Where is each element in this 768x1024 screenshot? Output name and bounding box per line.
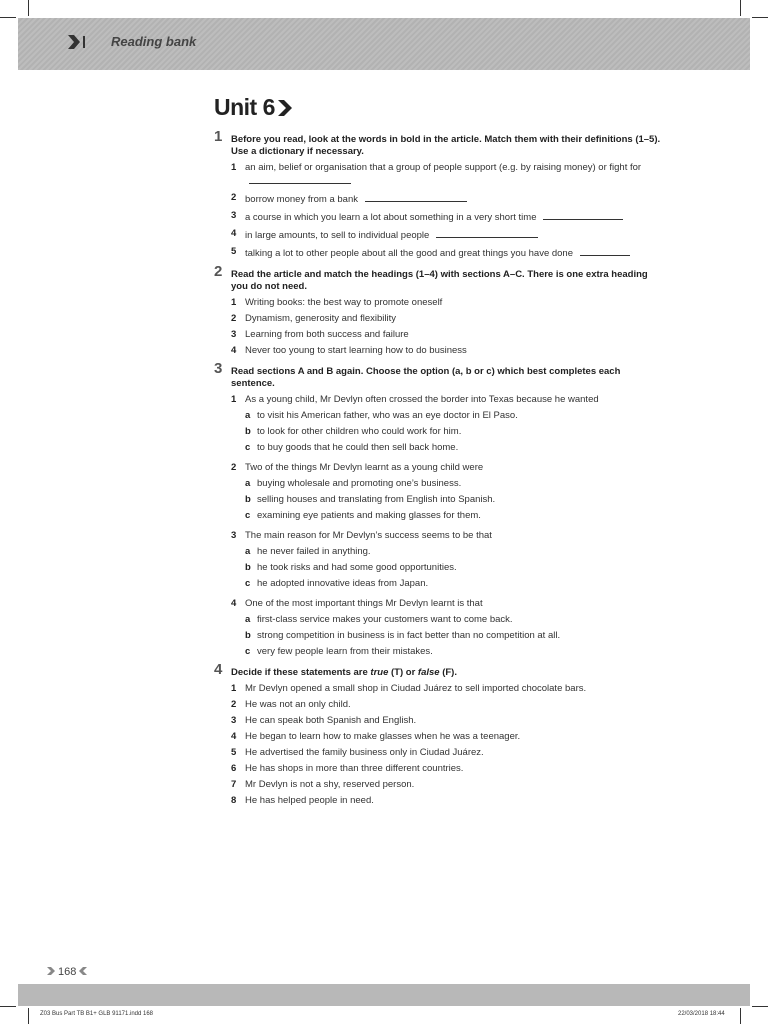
page-number: 168 <box>58 966 77 978</box>
item-number: 2 <box>231 699 237 710</box>
exercise-number: 2 <box>214 263 223 280</box>
list-item <box>231 715 664 727</box>
crop-mark <box>28 1008 29 1024</box>
list-item <box>231 192 664 206</box>
question-stem: Two of the things Mr Devlyn learnt as a young child were <box>245 462 484 473</box>
crop-mark <box>740 1008 741 1024</box>
item-number: 3 <box>231 329 237 340</box>
crop-mark <box>28 0 29 16</box>
exercise-instruction: Read sections A and B again. Choose the option (a, b or c) which best completes each sentence. <box>231 366 621 389</box>
option[interactable] <box>245 442 664 454</box>
crop-mark <box>0 1006 16 1007</box>
option-letter: b <box>245 630 251 641</box>
exercise-number: 3 <box>214 360 223 377</box>
chevron-left-icon <box>76 966 88 976</box>
item-number: 4 <box>231 731 237 742</box>
option[interactable] <box>245 578 664 590</box>
exercise-3 <box>214 360 664 658</box>
answer-blank[interactable] <box>249 174 351 184</box>
item-text: He can speak both Spanish and English. <box>245 715 417 726</box>
instruction-text: (F). <box>439 667 457 678</box>
option-text: examining eye patients and making glasses for them. <box>257 510 481 521</box>
list-item <box>231 345 664 357</box>
instruction-true: true <box>370 667 389 678</box>
option[interactable] <box>245 510 664 522</box>
exercise-number: 4 <box>214 661 223 678</box>
header-band <box>18 18 750 70</box>
list-item <box>231 313 664 325</box>
list-item <box>231 731 664 743</box>
item-number: 2 <box>231 313 237 324</box>
option-letter: c <box>245 646 251 657</box>
item-text: Learning from both success and failure <box>245 329 409 340</box>
item-number: 2 <box>231 192 237 203</box>
item-number: 8 <box>231 795 237 806</box>
option-letter: b <box>245 562 251 573</box>
exercise-instruction: Read the article and match the headings (1–4) with sections A–C. There is one extra heading you do not need. <box>231 269 648 292</box>
crop-mark <box>752 17 768 18</box>
print-slug: Z03 Bus Part TB B1+ GLB 91171.indd 168 <box>40 1011 154 1017</box>
item-text: He advertised the family business only in Ciudad Juárez. <box>245 747 484 758</box>
option[interactable] <box>245 630 664 642</box>
item-text: talking a lot to other people about all the good and great things you have done <box>245 248 573 259</box>
option-text: selling houses and translating from English into Spanish. <box>257 494 496 505</box>
item-text: Mr Devlyn opened a small shop in Ciudad Juárez to sell imported chocolate bars. <box>245 683 587 694</box>
option-letter: a <box>245 546 251 557</box>
list-item <box>231 246 664 260</box>
answer-blank[interactable] <box>580 246 630 256</box>
item-number: 1 <box>231 683 237 694</box>
item-number: 7 <box>231 779 237 790</box>
option[interactable] <box>245 562 664 574</box>
option-letter: c <box>245 578 251 589</box>
list-item <box>231 763 664 775</box>
option-letter: c <box>245 442 251 453</box>
item-text: Writing books: the best way to promote oneself <box>245 297 443 308</box>
crop-mark <box>740 0 741 16</box>
item-number: 3 <box>231 210 237 221</box>
question-stem: One of the most important things Mr Devlyn learnt is that <box>245 598 483 609</box>
section-title: Reading bank <box>111 34 197 49</box>
exercise-number: 1 <box>214 128 223 145</box>
exercise-instruction <box>231 667 664 679</box>
list-item <box>231 329 664 341</box>
option-letter: a <box>245 614 251 625</box>
instruction-false: false <box>417 667 440 678</box>
footer-band <box>18 984 750 1006</box>
item-text: borrow money from a bank <box>245 194 358 205</box>
question <box>231 598 664 658</box>
item-text: an aim, belief or organisation that a group of people support (e.g. by raising money) or fight for <box>245 162 642 173</box>
option[interactable] <box>245 614 664 626</box>
option[interactable] <box>245 494 664 506</box>
list-item <box>231 162 664 188</box>
option[interactable] <box>245 426 664 438</box>
item-number: 5 <box>231 747 237 758</box>
item-number: 6 <box>231 763 237 774</box>
item-text: He began to learn how to make glasses when he was a teenager. <box>245 731 521 742</box>
item-number: 1 <box>231 297 237 308</box>
list-item <box>231 228 664 242</box>
item-text: Dynamism, generosity and flexibility <box>245 313 397 324</box>
answer-blank[interactable] <box>365 192 467 202</box>
item-number: 4 <box>231 345 237 356</box>
item-number: 1 <box>231 162 237 173</box>
list-item <box>231 747 664 759</box>
option-text: he adopted innovative ideas from Japan. <box>257 578 429 589</box>
item-text: Mr Devlyn is not a shy, reserved person. <box>245 779 415 790</box>
list-item <box>231 795 664 807</box>
item-number: 5 <box>231 246 237 257</box>
option[interactable] <box>245 646 664 658</box>
list-item <box>231 699 664 711</box>
instruction-text: (T) or <box>388 667 418 678</box>
option-letter: b <box>245 494 251 505</box>
question-number: 3 <box>231 530 237 541</box>
crop-mark <box>752 1006 768 1007</box>
item-number: 4 <box>231 228 237 239</box>
option[interactable] <box>245 546 664 558</box>
question-number: 2 <box>231 462 237 473</box>
instruction-text: Decide if these statements are <box>231 667 371 678</box>
option-letter: a <box>245 478 251 489</box>
option-letter: b <box>245 426 251 437</box>
option-text: strong competition in business is in fact better than no competition at all. <box>257 630 561 641</box>
unit-title: Unit 6 <box>214 94 275 120</box>
option[interactable] <box>245 478 664 490</box>
option-text: to buy goods that he could then sell back home. <box>257 442 459 453</box>
exercise-4 <box>214 661 664 807</box>
option-text: first-class service makes your customers want to come back. <box>257 614 513 625</box>
crop-mark <box>0 17 16 18</box>
list-item <box>231 683 664 695</box>
item-text: in large amounts, to sell to individual people <box>245 230 430 241</box>
option-letter: a <box>245 410 251 421</box>
double-chevron-right-icon <box>66 34 88 55</box>
option-text: very few people learn from their mistakes. <box>257 646 433 657</box>
question-stem: As a young child, Mr Devlyn often crossed the border into Texas because he wanted <box>245 394 599 405</box>
question-number: 1 <box>231 394 237 405</box>
answer-blank[interactable] <box>436 228 538 238</box>
option-text: to look for other children who could work for him. <box>257 426 462 437</box>
chevron-right-icon <box>275 99 293 122</box>
item-text: a course in which you learn a lot about something in a very short time <box>245 212 537 223</box>
print-timestamp: 22/03/2018 18:44 <box>678 1011 725 1017</box>
option-text: he took risks and had some good opportunities. <box>257 562 457 573</box>
list-item <box>231 210 664 224</box>
item-text: He has helped people in need. <box>245 795 374 806</box>
page-number-block <box>46 966 88 978</box>
option-text: buying wholesale and promoting one’s business. <box>257 478 462 489</box>
item-number: 3 <box>231 715 237 726</box>
list-item <box>231 779 664 791</box>
question-number: 4 <box>231 598 237 609</box>
question <box>231 462 664 522</box>
option[interactable] <box>245 410 664 422</box>
exercises <box>214 128 664 816</box>
exercise-1 <box>214 128 664 260</box>
list-item <box>231 297 664 309</box>
item-text: He has shops in more than three different countries. <box>245 763 464 774</box>
option-text: he never failed in anything. <box>257 546 371 557</box>
item-text: He was not an only child. <box>245 699 351 710</box>
question <box>231 530 664 590</box>
option-text: to visit his American father, who was an eye doctor in El Paso. <box>257 410 518 421</box>
question-stem: The main reason for Mr Devlyn’s success seems to be that <box>245 530 492 541</box>
exercise-2 <box>214 263 664 357</box>
question <box>231 394 664 454</box>
option-letter: c <box>245 510 251 521</box>
chevron-right-icon <box>46 966 58 976</box>
exercise-instruction: Before you read, look at the words in bold in the article. Match them with their definitions (1–5). Use a dictionary if necessary. <box>231 134 661 157</box>
answer-blank[interactable] <box>543 210 623 220</box>
item-text: Never too young to start learning how to do business <box>245 345 467 356</box>
